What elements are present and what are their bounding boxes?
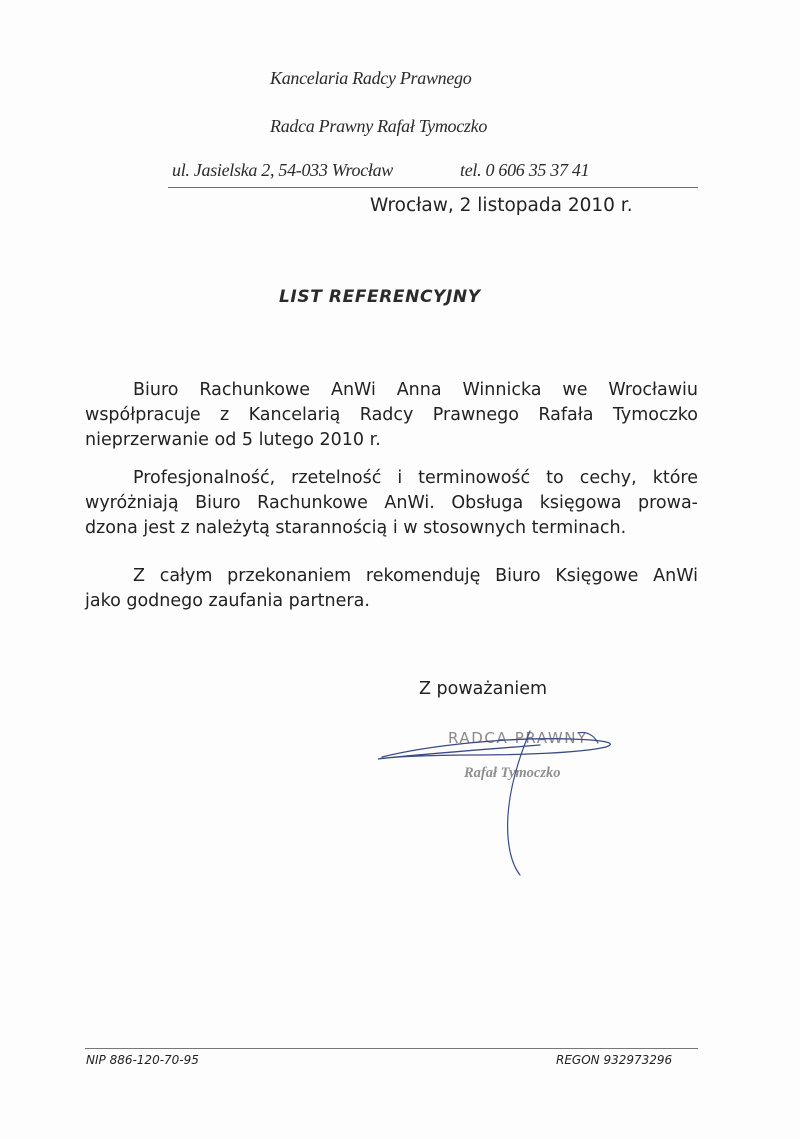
paragraph-line: jako godnego zaufania partnera. xyxy=(85,591,370,611)
paragraph-3 xyxy=(85,564,698,614)
footer-divider xyxy=(85,1048,698,1049)
letterhead-name: Radca Prawny Rafał Tymoczko xyxy=(270,116,488,136)
paragraph-line: wyróżniają Biuro Rachunkowe AnWi. Obsługa księgowa prowa- xyxy=(85,493,698,513)
letterhead-divider xyxy=(168,187,698,188)
stamp-title: RADCA PRAWNY xyxy=(448,729,588,747)
closing-salutation: Z poważaniem xyxy=(419,679,548,699)
letterhead-office: Kancelaria Radcy Prawnego xyxy=(270,68,472,88)
letter-date: Wrocław, 2 listopada 2010 r. xyxy=(370,195,633,216)
letterhead-phone: tel. 0 606 35 37 41 xyxy=(460,160,590,180)
paragraph-line: dzona jest z należytą starannością i w stosownych terminach. xyxy=(85,518,627,538)
paragraph-line: Profesjonalność, rzetelność i terminowość to cechy, które xyxy=(133,468,698,488)
paragraph-line: współpracuje z Kancelarią Radcy Prawnego Rafała Tymoczko xyxy=(85,405,698,425)
letter-title: LIST REFERENCYJNY xyxy=(279,287,481,307)
paragraph-line: Z całym przekonaniem rekomenduję Biuro Księgowe AnWi xyxy=(133,566,698,586)
handwritten-signature xyxy=(370,715,630,885)
footer-nip: NIP 886-120-70-95 xyxy=(86,1053,199,1067)
paragraph-line: nieprzerwanie od 5 lutego 2010 r. xyxy=(85,430,381,450)
paragraph-line: Biuro Rachunkowe AnWi Anna Winnicka we Wrocławiu xyxy=(133,380,698,400)
stamp-name: Rafał Tymoczko xyxy=(464,765,561,781)
footer-regon: REGON 932973296 xyxy=(556,1053,673,1067)
paragraph-1 xyxy=(85,378,698,453)
letterhead-address: ul. Jasielska 2, 54-033 Wrocław xyxy=(172,160,394,180)
paragraph-2 xyxy=(85,466,698,541)
